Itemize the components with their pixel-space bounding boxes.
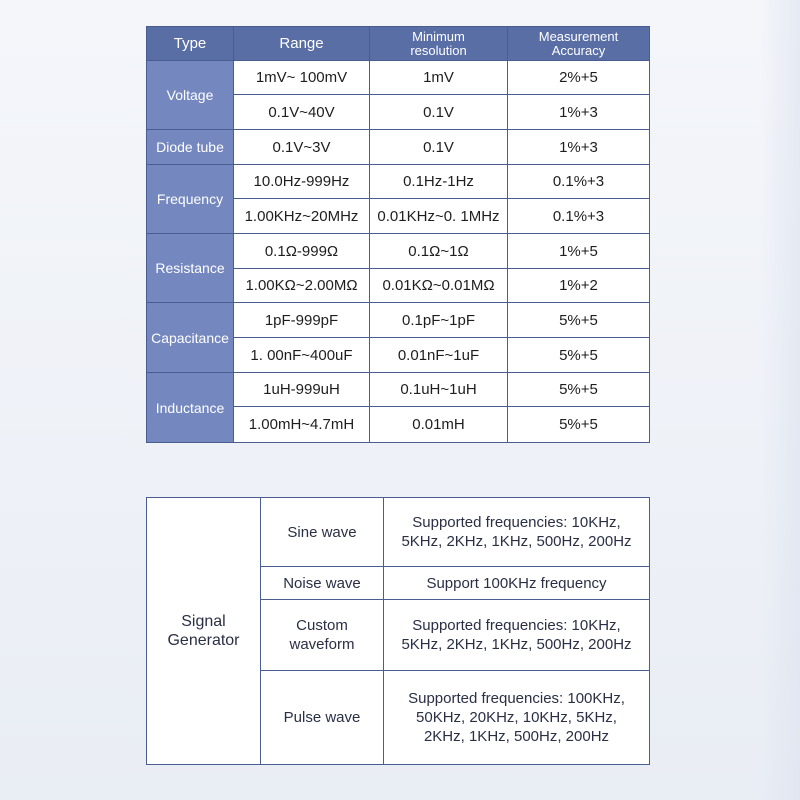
accuracy-cell: 1%+5: [508, 234, 650, 269]
range-cell: 1mV~ 100mV: [234, 61, 370, 95]
wave-description-cell: Supported frequencies: 10KHz, 5KHz, 2KHz, 1KHz, 500Hz, 200Hz: [384, 600, 650, 671]
type-inductance: Inductance: [147, 373, 234, 443]
wave-type-cell: Noise wave: [261, 567, 384, 600]
accuracy-cell: 5%+5: [508, 338, 650, 373]
spec-header-row: [147, 27, 650, 61]
accuracy-cell: 5%+5: [508, 373, 650, 407]
accuracy-cell: 5%+5: [508, 303, 650, 338]
resolution-cell: 0.1pF~1pF: [370, 303, 508, 338]
range-cell: 10.0Hz-999Hz: [234, 165, 370, 199]
resolution-cell: 0.01nF~1uF: [370, 338, 508, 373]
signal-generator-label: Signal Generator: [147, 498, 261, 765]
header-type: Type: [147, 27, 234, 61]
resolution-cell: 0.1V: [370, 130, 508, 165]
type-voltage: Voltage: [147, 61, 234, 130]
table-row: [147, 234, 650, 269]
resolution-cell: 0.1Ω~1Ω: [370, 234, 508, 269]
type-diode-tube: Diode tube: [147, 130, 234, 165]
range-cell: 1.00mH~4.7mH: [234, 407, 370, 443]
accuracy-cell: 5%+5: [508, 407, 650, 443]
resolution-cell: 1mV: [370, 61, 508, 95]
type-capacitance: Capacitance: [147, 303, 234, 373]
wave-description-cell: Support 100KHz frequency: [384, 567, 650, 600]
table-row: [147, 61, 650, 95]
range-cell: 1pF-999pF: [234, 303, 370, 338]
type-frequency: Frequency: [147, 165, 234, 234]
signal-generator-table: [146, 497, 650, 765]
range-cell: 1.00KHz~20MHz: [234, 199, 370, 234]
accuracy-cell: 1%+2: [508, 269, 650, 303]
resolution-cell: 0.01KHz~0. 1MHz: [370, 199, 508, 234]
table-row: [147, 165, 650, 199]
accuracy-cell: 1%+3: [508, 130, 650, 165]
wave-description-cell: Supported frequencies: 100KHz, 50KHz, 20KHz, 10KHz, 5KHz, 2KHz, 1KHz, 500Hz, 200Hz: [384, 671, 650, 765]
resolution-cell: 0.1V: [370, 95, 508, 130]
range-cell: 1.00KΩ~2.00MΩ: [234, 269, 370, 303]
header-resolution: Minimum resolution: [370, 27, 508, 61]
wave-type-cell: Custom waveform: [261, 600, 384, 671]
wave-type-cell: Sine wave: [261, 498, 384, 567]
resolution-cell: 0.1Hz-1Hz: [370, 165, 508, 199]
resolution-cell: 0.01KΩ~0.01MΩ: [370, 269, 508, 303]
range-cell: 0.1V~3V: [234, 130, 370, 165]
range-cell: 0.1Ω-999Ω: [234, 234, 370, 269]
spec-table: [146, 26, 650, 443]
range-cell: 1uH-999uH: [234, 373, 370, 407]
wave-type-cell: Pulse wave: [261, 671, 384, 765]
resolution-cell: 0.1uH~1uH: [370, 373, 508, 407]
wave-description-cell: Supported frequencies: 10KHz, 5KHz, 2KHz, 1KHz, 500Hz, 200Hz: [384, 498, 650, 567]
resolution-cell: 0.01mH: [370, 407, 508, 443]
range-cell: 0.1V~40V: [234, 95, 370, 130]
table-row: [147, 303, 650, 338]
header-accuracy: Measurement Accuracy: [508, 27, 650, 61]
type-resistance: Resistance: [147, 234, 234, 303]
table-row: [147, 130, 650, 165]
table-row: [147, 498, 650, 567]
accuracy-cell: 2%+5: [508, 61, 650, 95]
accuracy-cell: 1%+3: [508, 95, 650, 130]
background-edge-shade: [760, 0, 800, 800]
accuracy-cell: 0.1%+3: [508, 165, 650, 199]
header-range: Range: [234, 27, 370, 61]
accuracy-cell: 0.1%+3: [508, 199, 650, 234]
range-cell: 1. 00nF~400uF: [234, 338, 370, 373]
table-row: [147, 373, 650, 407]
